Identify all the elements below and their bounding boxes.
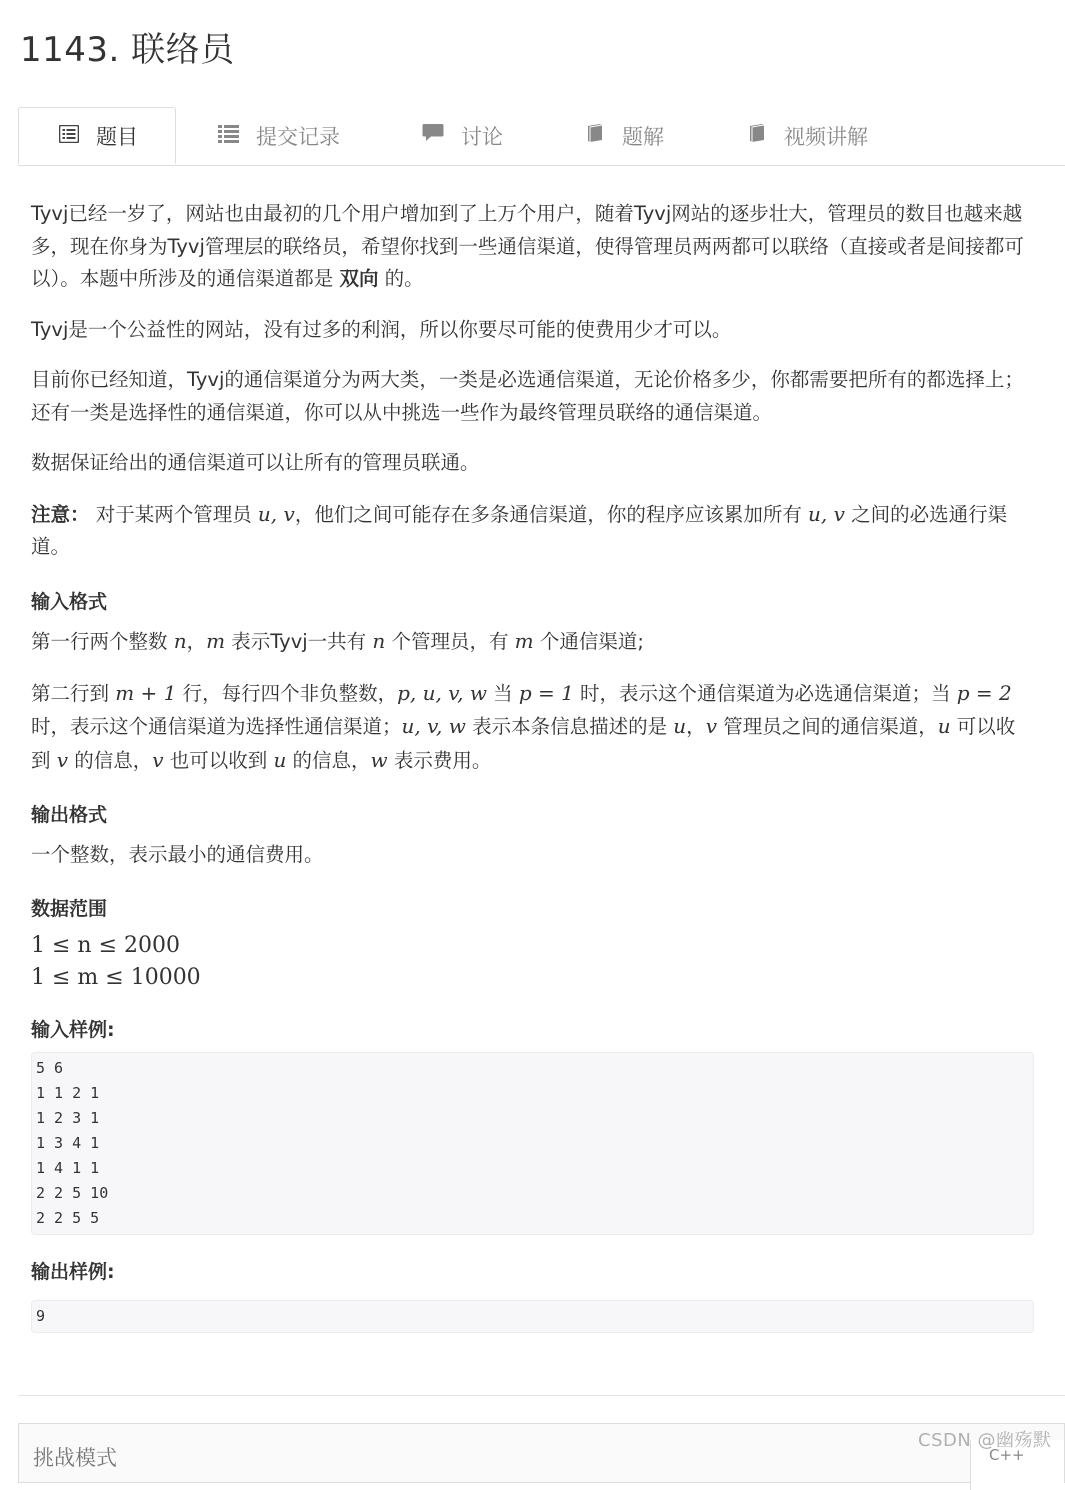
desc-paragraph: 目前你已经知道，Tyvj的通信渠道分为两大类，一类是必选通信渠道，无论价格多少，你都需要把所有的都选择上；还有一类是选择性的通信渠道，你可以从中挑选一些作为最终管理员联络的通信渠道。 xyxy=(31,368,1024,424)
problem-tabs xyxy=(18,107,1065,166)
page-title: 1143. 联络员 xyxy=(20,30,235,70)
code-line: 1 3 4 1 xyxy=(36,1134,100,1152)
tab-discussion[interactable] xyxy=(422,107,503,164)
code-line: 9 xyxy=(36,1307,46,1325)
desc-paragraph: Tyvj是一个公益性的网站，没有过多的利润，所以你要尽可能的使费用少才可以。 xyxy=(31,317,732,341)
desc-paragraph: Tyvj已经一岁了，网站也由最初的几个用户增加到了上万个用户，随着Tyvj网站的逐步壮大，管理员的数目也越来越多，现在你身为Tyvj管理层的联络员，希望你找到一些通信渠道，使得管理员两两都可以联络（直接或者是间接都可以）。本题中所涉及的通信渠道都是 双向 的。 xyxy=(31,202,1024,290)
code-line: 2 2 5 5 xyxy=(36,1209,100,1227)
tab-label: 题解 xyxy=(622,124,664,149)
data-range-heading: 数据范围 xyxy=(31,898,108,920)
code-line: 1 1 2 1 xyxy=(36,1084,100,1102)
tab-video[interactable] xyxy=(747,107,868,164)
range-line: 1 ≤ m ≤ 10000 xyxy=(31,964,201,990)
language-tab[interactable]: C++ xyxy=(970,1440,1064,1490)
output-format-heading: 输出格式 xyxy=(31,804,108,826)
tab-label: 视频讲解 xyxy=(784,124,868,149)
comment-icon xyxy=(422,123,444,148)
output-format-text: 一个整数，表示最小的通信费用。 xyxy=(31,842,324,866)
list-icon xyxy=(218,124,239,148)
input-format-line2: 第二行到 m + 1 行，每行四个非负整数，p, u, v, w 当 p = 1 时，表示这个通信渠道为必选通信渠道；当 p = 2 时，表示这个通信渠道为选择性通信渠道；u, v, w 表示本条信息描述的是 u，v 管理员之间的通信渠道，u 可以收到 v 的信息，v 也可以收到 u 的信息，w 表示费用。 xyxy=(31,680,1016,772)
note-label: 注意： xyxy=(31,502,90,526)
tab-solutions[interactable] xyxy=(585,107,664,164)
divider xyxy=(18,1395,1065,1396)
sample-input-heading: 输入样例: xyxy=(31,1018,115,1041)
sample-output-heading: 输出样例: xyxy=(31,1261,115,1283)
code-line: 1 2 3 1 xyxy=(36,1109,100,1127)
code-line: 1 4 1 1 xyxy=(36,1159,100,1177)
input-format-line1: 第一行两个整数 n，m 表示Tyvj一共有 n 个管理员，有 m 个通信渠道; xyxy=(31,629,644,653)
note-paragraph: 注意： 对于某两个管理员 u, v，他们之间可能存在多条通信渠道，你的程序应该累加所有 u, v 之间的必选通行渠道。 xyxy=(31,501,1008,558)
desc-paragraph: 数据保证给出的通信渠道可以让所有的管理员联通。 xyxy=(31,451,480,474)
problem-description xyxy=(31,198,1031,1046)
sample-input-code xyxy=(31,1052,1034,1235)
challenge-mode-title: 挑战模式 xyxy=(33,1446,117,1470)
bold-text: 双向 xyxy=(339,267,379,290)
tab-label: 提交记录 xyxy=(256,124,340,149)
list-alt-icon xyxy=(59,124,79,148)
book-icon xyxy=(747,123,767,148)
code-line: 5 6 xyxy=(36,1059,64,1077)
watermark: CSDN @幽殇默 xyxy=(918,1430,1052,1451)
book-icon xyxy=(585,123,605,148)
tab-label: 题目 xyxy=(96,124,138,149)
sample-output-code xyxy=(31,1300,1034,1333)
tab-submissions[interactable] xyxy=(218,107,340,164)
code-line: 2 2 5 10 xyxy=(36,1184,109,1202)
range-line: 1 ≤ n ≤ 2000 xyxy=(31,932,180,958)
challenge-panel xyxy=(18,1423,1065,1483)
tab-label: 讨论 xyxy=(461,124,503,149)
input-format-heading: 输入格式 xyxy=(31,590,108,613)
tab-problem[interactable] xyxy=(18,107,176,164)
